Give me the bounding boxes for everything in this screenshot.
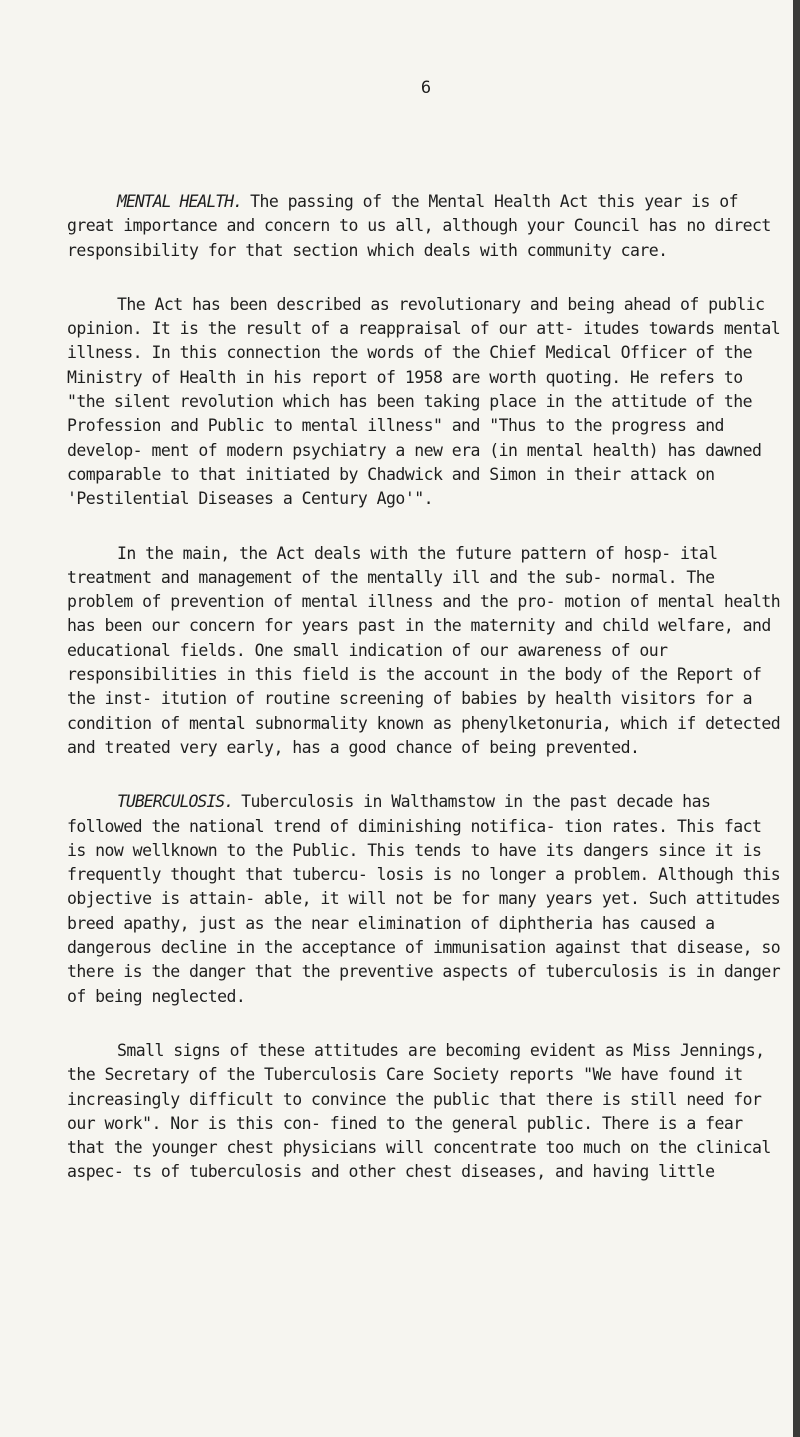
paragraph-text: Small signs of these attitudes are becoming evident as Miss Jennings, the Secretary of the Tuberculosis Care Society reports "We have found it increasingly difficult to convince the public that there is still need for our work". Nor is this con- fined to the general public. There is a fear that the younger chest physicians will concentrate too much on the clinical aspec- ts of tuberculosis and other chest diseases, and having little [67, 1040, 771, 1182]
paragraph-text: Tuberculosis in Walthamstow in the past decade has followed the national trend of diminishing notifica- tion rates. This fact is now wellknown to the Public. This tends to have its dangers since it is frequently thought that tubercu- losis is no longer a problem. Although this objective is attain- able, it will not be for many years yet. Such attitudes breed apathy, just as the near elimination of diphtheria has caused a dangerous decline in the acceptance of immunisation against that disease, so there is the danger that the preventive aspects of tuberculosis is in danger of being neglected. [67, 792, 781, 1006]
document-body [67, 190, 789, 1215]
section-heading-mental-health: MENTAL HEALTH. [117, 192, 243, 211]
page-number: 6 [420, 78, 432, 98]
section-heading-tuberculosis: TUBERCULOSIS. [117, 792, 234, 812]
paragraph-text: In the main, the Act deals with the future pattern of hosp- ital treatment and management of the mentally ill and the sub- normal. The problem of prevention of mental illness and the pro- motion of mental health has been our concern for years past in the maternity and child welfare, and educational fields. One small indication of our awareness of our responsibilities in this field is the account in the body of the Report of the inst- itution of routine screening of babies by health visitors for a condition of mental subnormality known as phenylketonuria, which if detected and treated very early, has a good chance of being prevented. [67, 543, 781, 757]
paragraph-mental-health [67, 190, 789, 263]
paragraph-small-signs [67, 1039, 789, 1185]
paragraph-tuberculosis [67, 790, 789, 1009]
paragraph-text: The Act has been described as revolutionary and being ahead of public opinion. It is the result of a reappraisal of our att- itudes towards mental illness. In this connection the words of the Chief Medical Officer of the Ministry of Health in his report of 1958 are worth quoting. He refers to "the silent revolution which has been taking place in the attitude of the Profession and Public to mental illness" and "Thus to the progress and develop- ment of modern psychiatry a new era (in mental health) has dawned comparable to that initiated by Chadwick and Simon in their attack on 'Pestilential Diseases a Century Ago'". [67, 294, 781, 509]
paragraph-act-main [67, 542, 789, 761]
paragraph-act-description [67, 293, 789, 512]
paragraph-text: The passing of the Mental Health Act this year is of great importance and concern to us all, although your Council has no direct responsibility for that section which deals with community care. [67, 192, 771, 260]
page-edge-shadow [793, 0, 800, 1437]
